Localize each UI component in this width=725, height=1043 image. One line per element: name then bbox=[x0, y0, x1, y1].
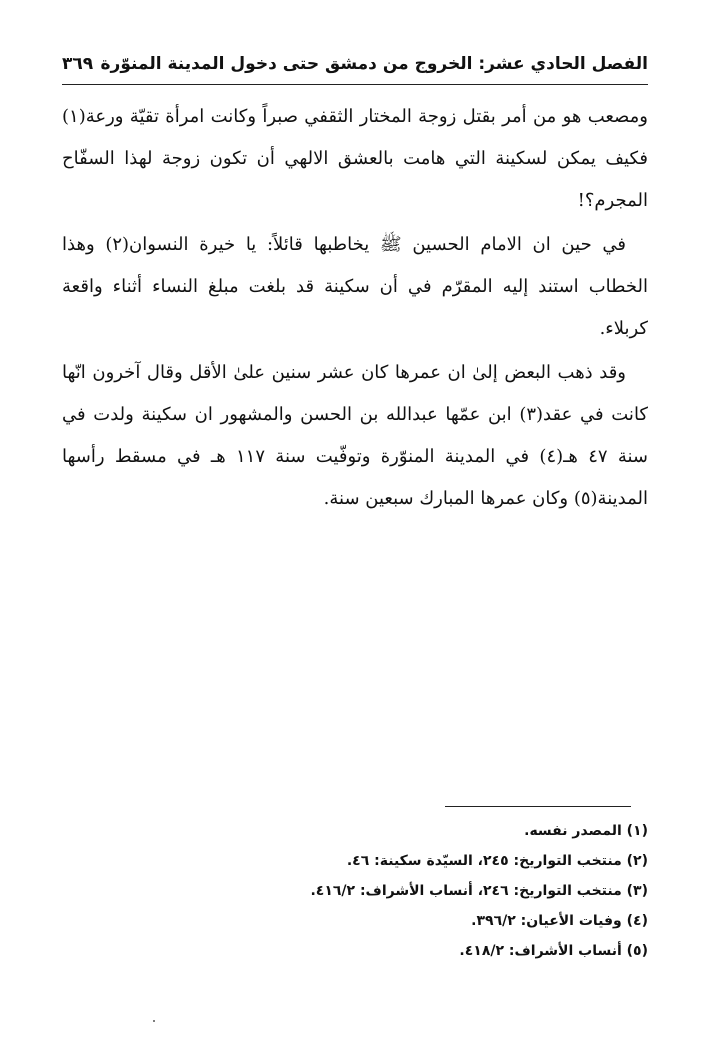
page-number: ٣٦٩ bbox=[62, 54, 94, 74]
footnotes bbox=[62, 816, 648, 966]
paragraph-3: وقد ذهب البعض إلىٰ ان عمرها كان عشر سنين علىٰ الأقل وقال آخرون انّها كانت في عقد(٣) ابن عمّها عبدالله بن الحسن والمشهور ان سكينة ولدت في سنة ٤٧ هـ(٤) في المدينة المنوّرة وتوفّيت سنة ١١٧ هـ في مسقط رأسها المدينة(٥) وكان عمرها المبارك سبعين سنة. bbox=[62, 362, 649, 509]
footnote-2: (٢) منتخب التواريخ: ٢٤٥، السيّدة سكينة: ٤٦. bbox=[346, 853, 648, 869]
scan-speck bbox=[153, 1020, 155, 1022]
footnote-3: (٣) منتخب التواريخ: ٢٤٦، أنساب الأشراف: ٤١٦/٢. bbox=[310, 883, 648, 899]
footnote-4: (٤) وفيات الأعيان: ٣٩٦/٢. bbox=[471, 913, 648, 929]
body-text bbox=[62, 96, 648, 520]
footnote-separator bbox=[445, 806, 631, 807]
running-header bbox=[62, 44, 648, 85]
paragraph-2: في حين ان الامام الحسين ﷺ يخاطبها قائلاً: يا خيرة النسوان(٢) وهذا الخطاب استند إليه المقرّم في أن سكينة قد بلغت مبلغ النساء أثناء واقعة كربلاء. bbox=[62, 234, 648, 339]
paragraph-1: ومصعب هو من أمر بقتل زوجة المختار الثقفي صبراً وكانت امرأة تقيّة ورعة(١) فكيف يمكن لسكينة التي هامت بالعشق الالهي أن تكون زوجة لهذا السفّاح المجرم؟! bbox=[62, 106, 648, 211]
footnote-1: (١) المصدر نفسه. bbox=[524, 823, 648, 839]
footnote-5: (٥) أنساب الأشراف: ٤١٨/٢. bbox=[459, 943, 648, 959]
chapter-title: الفصل الحادي عشر: الخروج من دمشق حتى دخول المدينة المنوّرة bbox=[100, 54, 648, 74]
